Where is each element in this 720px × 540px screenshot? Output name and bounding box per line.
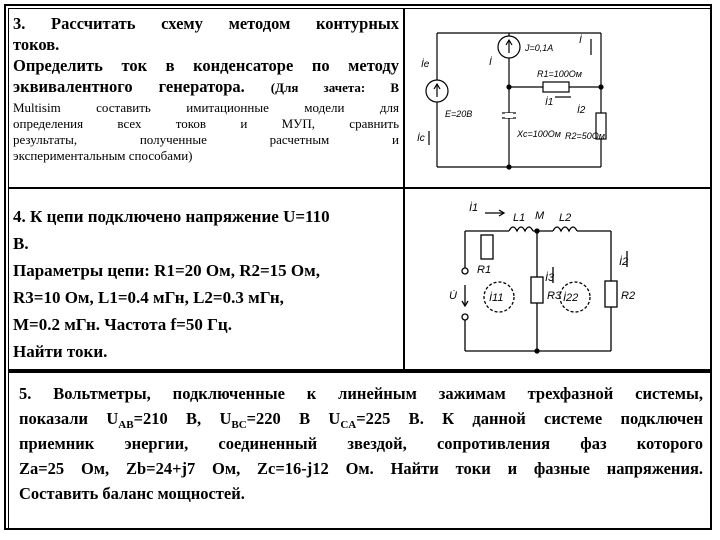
- task5-line2-part: =210 В, U: [133, 409, 232, 428]
- label-r1: R1=100Ом: [537, 69, 582, 79]
- label-r3: R3: [547, 290, 562, 302]
- inductor-l1: [509, 227, 533, 231]
- task5-text: [19, 381, 703, 506]
- node: [507, 165, 511, 169]
- label-i3: İ3: [545, 272, 555, 284]
- task3-note-line2: определения всех токов и МУП, сравнить: [13, 116, 399, 131]
- inductor-l2: [553, 227, 577, 231]
- task3-line2: токов.: [13, 35, 60, 54]
- label-i11: İ11: [489, 292, 504, 304]
- subscript-ab: AB: [118, 419, 134, 431]
- task4-line5: M=0.2 мГн. Частота f=50 Гц.: [13, 315, 232, 334]
- task3-text: [13, 13, 399, 164]
- task4-line1: 4. К цепи подключено напряжение U=110: [13, 207, 330, 226]
- task4-text: [13, 203, 399, 365]
- task5-line5: Составить баланс мощностей.: [19, 484, 245, 503]
- task5-line2-part: =220 В U: [246, 409, 341, 428]
- task4-cell: [8, 188, 404, 370]
- circuit3-diagram: [405, 9, 711, 187]
- resistor-r3: [531, 277, 543, 303]
- task4-line3: Параметры цепи: R1=20 Ом, R2=15 Ом,: [13, 261, 320, 280]
- node: [535, 349, 539, 353]
- task4-line2: В.: [13, 234, 29, 253]
- circuit3-cell: [404, 8, 712, 188]
- label-i1: İ1: [545, 97, 554, 108]
- task3-note-line4: экспериментальным способами): [13, 148, 193, 163]
- task3-line3: Определить ток в конденсаторе по методу: [13, 56, 399, 75]
- label-i: İ: [489, 57, 492, 68]
- circuit4-cell: [404, 188, 712, 370]
- task5-line4: Za=25 Ом, Zb=24+j7 Ом, Zc=16-j12 Ом. Найти токи и фазные напряжения.: [19, 459, 703, 478]
- label-i2: İ2: [577, 105, 586, 116]
- label-u: U̇: [449, 290, 457, 302]
- label-ij: İ: [579, 35, 582, 46]
- task5-line1: 5. Вольтметры, подключенные к линейным зажимам трехфазной системы,: [19, 384, 703, 403]
- circuit4-diagram: [405, 189, 711, 369]
- resistor-r1: [481, 235, 493, 259]
- task5-cell: [8, 370, 712, 530]
- resistor-r1: [543, 82, 569, 92]
- task4-line4: R3=10 Ом, L1=0.4 мГн, L2=0.3 мГн,: [13, 288, 284, 307]
- task3-note: [13, 100, 399, 164]
- task3-line4-note: (Для зачета: В: [270, 80, 400, 95]
- label-e: E=20B: [445, 109, 473, 119]
- terminal: [462, 314, 468, 320]
- task5-line2-part: показали U: [19, 409, 119, 428]
- label-l2: L2: [559, 212, 572, 224]
- label-i2: İ2: [619, 256, 629, 268]
- task3-cell: [8, 8, 404, 188]
- label-m: M: [535, 210, 545, 222]
- label-l1: L1: [513, 212, 526, 224]
- task3-note-line3: результаты, полученные расчетным и: [13, 132, 399, 147]
- label-r2: R2=50Ом: [565, 131, 605, 141]
- label-r1: R1: [477, 264, 492, 276]
- node: [599, 85, 603, 89]
- node: [507, 85, 511, 89]
- label-ic: İc: [417, 133, 425, 144]
- node: [535, 229, 539, 233]
- task3-line4: [13, 76, 399, 98]
- task4-line6: Найти токи.: [13, 342, 108, 361]
- label-j: J=0,1A: [525, 43, 554, 53]
- subscript-bc: BC: [231, 419, 247, 431]
- label-ie: İe: [421, 59, 430, 70]
- subscript-ca: CA: [340, 419, 357, 431]
- task5-line2: [19, 406, 703, 431]
- label-r2: R2: [621, 290, 636, 302]
- task5-line3: приемник энергии, соединенный звездой, сопротивления фаз которого: [19, 434, 703, 453]
- label-xc: Xc=100Ом: [517, 129, 561, 139]
- label-i22: İ22: [563, 292, 579, 304]
- label-i1: İ1: [469, 202, 479, 214]
- terminal: [462, 268, 468, 274]
- task3-line1: 3. Рассчитать схему методом контурных: [13, 14, 399, 33]
- task5-line2-part: =225 В. К данной системе подключен: [356, 409, 704, 428]
- task3-line4-main: эквивалентного генератора.: [13, 77, 245, 96]
- resistor-r2: [605, 281, 617, 307]
- task3-note-line1: Multisim составить имитационные модели для: [13, 100, 399, 115]
